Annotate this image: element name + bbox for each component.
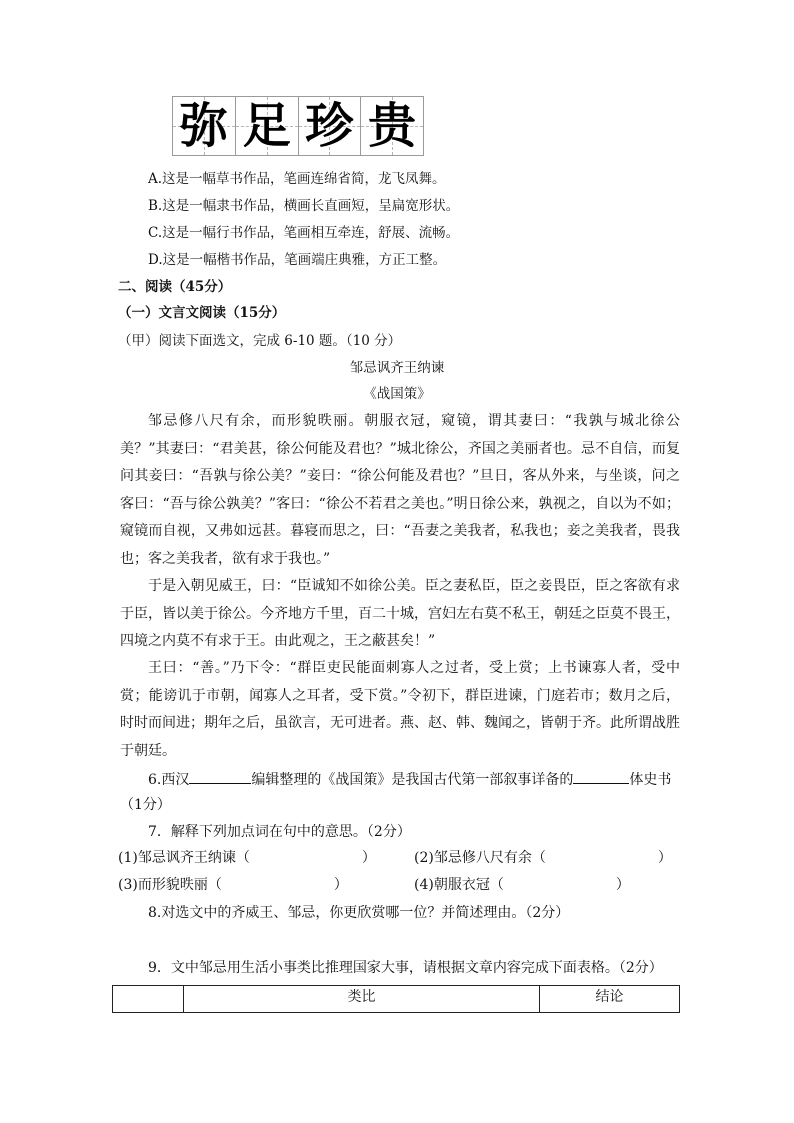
q7-item-close: ） bbox=[615, 877, 630, 893]
question-8: 8.对选文中的齐威王、邹忌，你更欣赏哪一位？并简述理由。（2分） bbox=[148, 905, 570, 921]
q6-text: 编辑整理的《战国策》是我国古代第一部叙事详备的 bbox=[251, 772, 574, 788]
question-7-item bbox=[414, 875, 630, 895]
table-header-cell: 结论 bbox=[540, 986, 680, 1013]
q6-blank-2[interactable] bbox=[573, 767, 629, 784]
q6-text: 6.西汉 bbox=[148, 772, 190, 788]
calligraphy-char: 贵 bbox=[368, 98, 417, 154]
option-b: B.这是一幅隶书作品，横画长直画短，呈扁宽形状。 bbox=[148, 198, 460, 214]
q7-item-label: (3)而形貌昳丽（ bbox=[118, 877, 222, 893]
question-6 bbox=[148, 767, 671, 790]
calligraphy-cell bbox=[298, 96, 361, 156]
q7-item-close: ） bbox=[361, 850, 376, 866]
calligraphy-char: 珍 bbox=[305, 98, 354, 154]
q7-item-close: ） bbox=[657, 850, 672, 866]
q6-score: （1分） bbox=[120, 797, 171, 813]
calligraphy-cell bbox=[235, 96, 298, 156]
option-a: A.这是一幅草书作品，笔画连绵省简，龙飞凤舞。 bbox=[148, 171, 446, 187]
q6-text: 体史书 bbox=[629, 772, 672, 788]
question-7-stem: 7．解释下列加点词在句中的意思。（2分） bbox=[148, 824, 411, 840]
q7-item-close: ） bbox=[333, 877, 348, 893]
passage-paragraph: 于是入朝见威王，曰：“臣诚知不如徐公美。臣之妻私臣，臣之妾畏臣，臣之客欲有求于臣，皆以美于徐公。今齐地方千里，百二十城，宫妇左右莫不私王，朝廷之臣莫不畏王，四境之内莫不有求于王。由此观之，王之蔽甚矣！” bbox=[120, 578, 680, 649]
passage-paragraph: 王曰：“善。”乃下令：“群臣吏民能面刺寡人之过者，受上赏；上书谏寡人者，受中赏；能谤讥于市朝，闻寡人之耳者，受下赏。”令初下，群臣进谏，门庭若市；数月之后，时时而间进；期年之后，虽欲言，无可进者。燕、赵、韩、魏闻之，皆朝于齐。此所谓战胜于朝廷。 bbox=[120, 660, 680, 759]
calligraphy-image bbox=[172, 96, 424, 156]
subsection-heading: （一）文言文阅读（15分） bbox=[118, 305, 286, 321]
calligraphy-char: 弥 bbox=[179, 98, 228, 154]
question-7-item bbox=[118, 875, 348, 895]
table-header-cell[interactable] bbox=[113, 986, 184, 1013]
section-heading: 二、阅读（45分） bbox=[118, 279, 232, 295]
question-7-item bbox=[118, 848, 376, 868]
passage-title: 邹忌讽齐王纳谏 bbox=[349, 360, 445, 376]
q7-item-label: (4)朝服衣冠（ bbox=[414, 877, 504, 893]
calligraphy-cell bbox=[360, 96, 424, 156]
question-9: 9．文中邹忌用生活小事类比推理国家大事，请根据文章内容完成下面表格。（2分） bbox=[148, 960, 663, 976]
passage-source: 《战国策》 bbox=[363, 386, 431, 402]
passage-intro: （甲）阅读下面选文，完成 6-10 题。（10 分） bbox=[118, 333, 402, 349]
question-7-item bbox=[414, 848, 672, 868]
q7-item-label: (2)邹忌修八尺有余（ bbox=[414, 850, 546, 866]
calligraphy-char: 足 bbox=[242, 98, 291, 154]
q7-item-label: (1)邹忌讽齐王纳谏（ bbox=[118, 850, 250, 866]
option-c: C.这是一幅行书作品，笔画相互牵连，舒展、流畅。 bbox=[148, 225, 460, 241]
passage-paragraph: 邹忌修八尺有余，而形貌昳丽。朝服衣冠，窥镜，谓其妻曰：“我孰与城北徐公美？”其妻曰：“君美甚，徐公何能及君也？”城北徐公，齐国之美丽者也。忌不自信，而复问其妾曰：“吾孰与徐公美？”妾曰：“徐公何能及君也？”旦日，客从外来，与坐谈，问之客曰：“吾与徐公孰美？”客曰：“徐公不若君之美也。”明日徐公来，孰视之，自以为不如；窥镜而自视，又弗如远甚。暮寝而思之，曰：“吾妻之美我者，私我也；妾之美我者，畏我也；客之美我者，欲有求于我也。” bbox=[120, 413, 680, 567]
table-header-cell: 类比 bbox=[184, 986, 540, 1013]
analogy-table bbox=[112, 985, 680, 1013]
table-header-row bbox=[113, 986, 680, 1013]
calligraphy-cell bbox=[172, 96, 235, 156]
q6-blank-1[interactable] bbox=[189, 767, 251, 784]
option-d: D.这是一幅楷书作品，笔画端庄典雅，方正工整。 bbox=[148, 252, 447, 268]
